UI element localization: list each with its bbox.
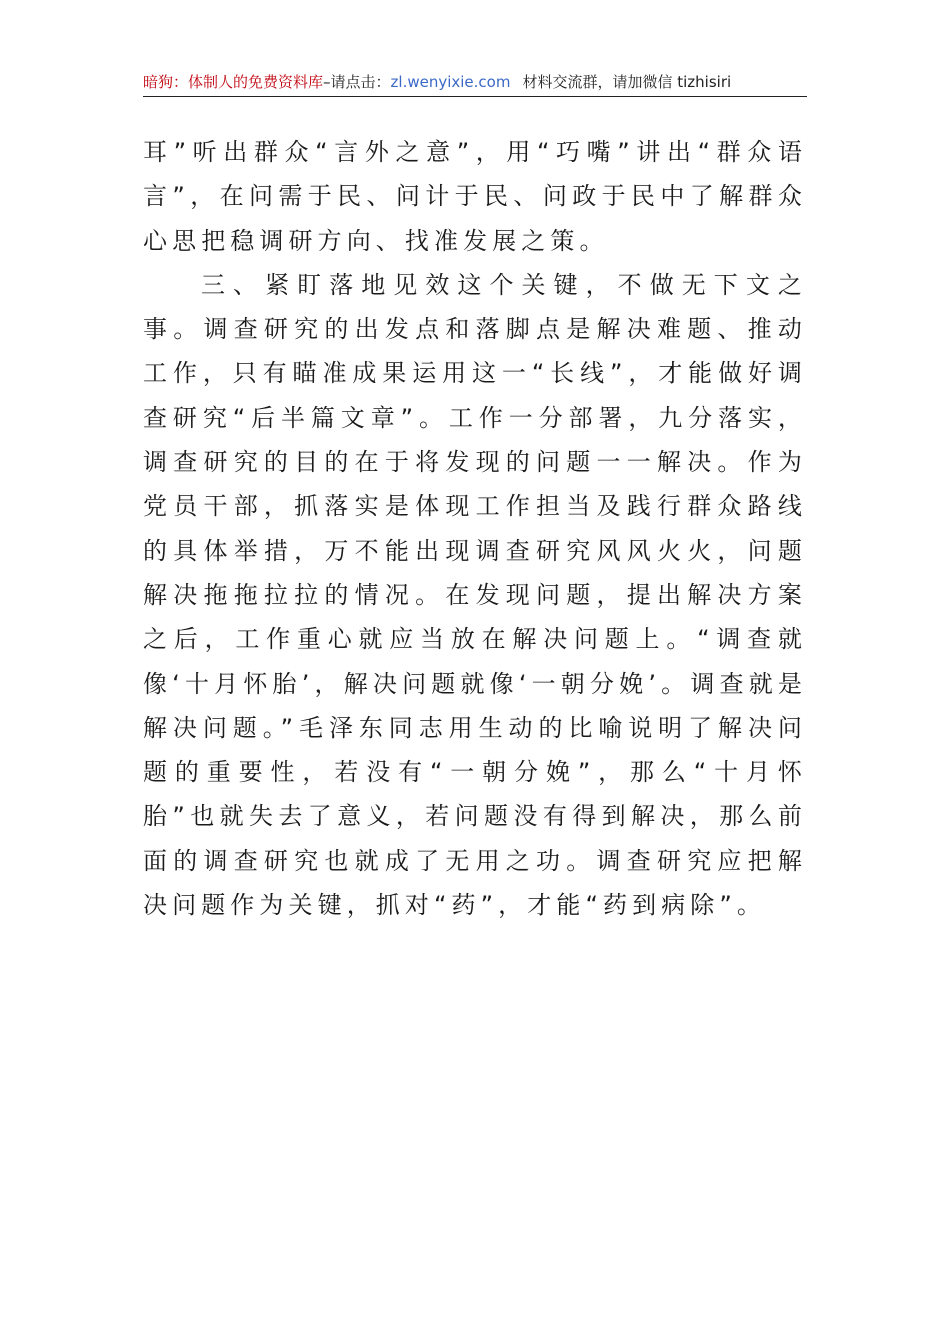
document-body	[143, 130, 807, 927]
header-link-prefix: –请点击：	[323, 73, 391, 91]
page-header	[143, 70, 807, 94]
paragraph-continuation: 耳”听出群众“言外之意”，用“巧嘴”讲出“群众语言”，在问需于民、问计于民、问政于民中了解群众心思把稳调研方向、找准发展之策。	[143, 138, 807, 255]
header-divider	[143, 96, 807, 97]
header-group-note: 材料交流群，请加微信 tizhisiri	[522, 73, 732, 91]
paragraph-section-three: 三、紧盯落地见效这个关键，不做无下文之事。调查研究的出发点和落脚点是解决难题、推动工作，只有瞄准成果运用这一“长线”，才能做好调查研究“后半篇文章”。工作一分部署，九分落实，调查研究的目的在于将发现的问题一一解决。作为党员干部，抓落实是体现工作担当及践行群众路线的具体举措，万不能出现调查研究风风火火，问题解决拖拖拉拉的情况。在发现问题，提出解决方案之后，工作重心就应当放在解决问题上。“调查就像‘十月怀胎’，解决问题就像‘一朝分娩’。调查就是解决问题。”毛泽东同志用生动的比喻说明了解决问题的重要性，若没有“一朝分娩”，那么“十月怀胎”也就失去了意义，若问题没有得到解决，那么前面的调查研究也就成了无用之功。调查研究应把解决问题作为关键，抓对“药”，才能“药到病除”。	[143, 270, 807, 920]
header-link[interactable]: zl.wenyixie.com	[390, 73, 511, 91]
header-brand: 暗狗：体制人的免费资料库	[143, 73, 324, 91]
